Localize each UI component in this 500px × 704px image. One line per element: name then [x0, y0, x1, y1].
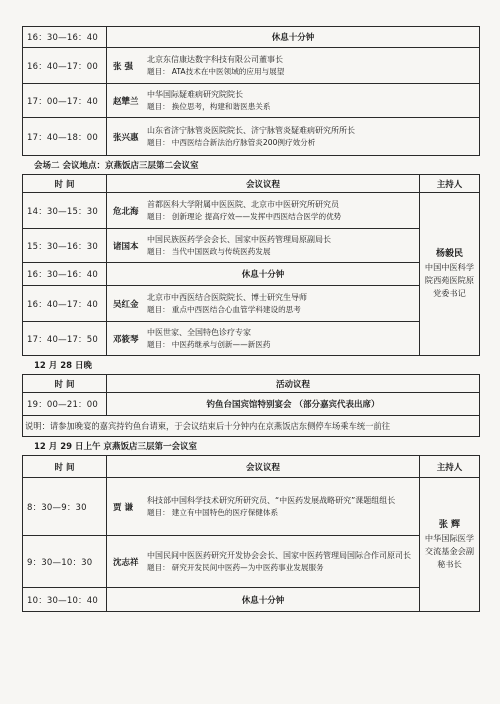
table-row [23, 322, 480, 356]
topic-label: 题目： [147, 562, 170, 572]
talk-cell [107, 48, 480, 84]
table-row [23, 588, 480, 612]
talk-topic: ATA技术在中医领域的应用与展望 [171, 66, 285, 76]
topic-label: 题目： [147, 211, 170, 221]
dinner-note: 说明：请参加晚宴的嘉宾持钓鱼台请柬，于会议结束后十分钟内在京燕饭店东侧停车场乘车统一前往 [22, 416, 480, 437]
table-row [23, 263, 480, 286]
topic-label: 题目： [147, 339, 170, 349]
talk-topic: 换位思考，构建和谐医患关系 [171, 101, 271, 111]
time-cell: 9：30—10：30 [23, 536, 107, 588]
speaker-affiliation: 首都医科大学附属中医医院、北京市中医研究所研究员 [147, 199, 339, 209]
table-row [23, 27, 480, 48]
host-cell [420, 193, 480, 356]
speaker-affiliation: 中华国际疑难病研究院院长 [147, 89, 243, 99]
time-cell: 8：30—9：30 [23, 478, 107, 536]
session-4-table [22, 455, 480, 612]
session-2-table [22, 174, 480, 356]
topic-label: 题目： [147, 507, 170, 517]
table-row [23, 193, 480, 229]
section-2-title: 会场二 会议地点：京燕饭店三层第二会议室 [34, 161, 199, 171]
topic-label: 题目： [147, 246, 170, 256]
time-cell: 16：30—16：40 [23, 263, 107, 286]
talk-topic: 创新理论 提高疗效——发挥中西医结合医学的优势 [171, 211, 342, 221]
speaker-affiliation: 中国民间中医医药研究开发协会会长、国家中医药管理局国际合作司原司长 [147, 550, 411, 560]
table-row [23, 286, 480, 322]
talk-topic: 研究开发民间中医药—为中医药事业发展服务 [171, 562, 324, 572]
table-header-row [23, 456, 480, 478]
talk-topic: 重点中西医结合心血管学科建设的思考 [171, 304, 301, 314]
time-cell: 19：00—21：00 [23, 393, 107, 416]
topic-label: 题目： [147, 101, 170, 111]
talk-cell [107, 118, 480, 156]
header-time: 时 间 [23, 375, 107, 393]
table-header-row [23, 175, 480, 193]
agenda-page [22, 26, 480, 612]
break-cell: 休息十分钟 [107, 263, 420, 286]
table-row [23, 229, 480, 263]
speaker-name: 吴红金 [113, 299, 139, 310]
host-title: 中国中医科学院西苑医院原党委书记 [424, 262, 475, 298]
speaker-name: 赵犨兰 [113, 96, 139, 107]
time-cell: 15：30—16：30 [23, 229, 107, 263]
header-time: 时 间 [23, 456, 107, 478]
break-cell: 休息十分钟 [107, 588, 420, 612]
header-agenda: 会议议程 [107, 175, 420, 193]
table-row [23, 478, 480, 536]
talk-cell [107, 478, 420, 536]
talk-cell [107, 322, 420, 356]
table-row [23, 118, 480, 156]
time-cell: 16：30—16：40 [23, 27, 107, 48]
time-cell: 17：40—18：00 [23, 118, 107, 156]
table-row [23, 48, 480, 84]
speaker-name: 邓筱琴 [113, 334, 139, 345]
table-row [23, 393, 480, 416]
talk-topic: 中西医结合新法治疗脉管炎200例疗效分析 [171, 137, 316, 147]
talk-topic: 当代中国医政与传统医药发展 [171, 246, 271, 256]
topic-label: 题目： [147, 304, 170, 314]
time-cell: 17：40—17：50 [23, 322, 107, 356]
time-cell: 10：30—10：40 [23, 588, 107, 612]
header-agenda: 会议议程 [107, 456, 420, 478]
speaker-name: 张兴惠 [113, 132, 139, 143]
session-1-table [22, 26, 480, 156]
table-row [23, 536, 480, 588]
talk-cell [107, 84, 480, 118]
talk-topic: 建立有中国特色的医疗保健体系 [171, 507, 279, 517]
host-title: 中华国际医学交流基金会副秘书长 [424, 532, 475, 569]
topic-label: 题目： [147, 137, 170, 147]
talk-cell [107, 193, 420, 229]
talk-topic: 中医药继承与创新——新医药 [171, 339, 271, 349]
host-cell [420, 478, 480, 612]
speaker-name: 贾 谦 [113, 502, 133, 513]
header-host: 主持人 [420, 456, 480, 478]
time-cell: 16：40—17：40 [23, 286, 107, 322]
time-cell: 17：00—17：40 [23, 84, 107, 118]
speaker-name: 危北海 [113, 206, 139, 217]
speaker-name: 诸国本 [113, 241, 139, 252]
speaker-name: 张 强 [113, 61, 133, 72]
header-time: 时 间 [23, 175, 107, 193]
section-3-title: 12 月 28 日晚 [34, 361, 93, 371]
talk-cell [107, 536, 420, 588]
speaker-affiliation: 中国民族医药学会会长、国家中医药管理局原副局长 [147, 234, 331, 244]
table-row [23, 84, 480, 118]
header-host: 主持人 [420, 175, 480, 193]
host-name: 杨毅民 [435, 249, 463, 259]
talk-cell [107, 286, 420, 322]
header-activity: 活动议程 [107, 375, 480, 393]
speaker-affiliation: 北京市中西医结合医院院长、博士研究生导师 [147, 292, 307, 302]
talk-cell [107, 229, 420, 263]
activity-cell: 钓鱼台国宾馆特别宴会 （部分嘉宾代表出席） [107, 393, 480, 416]
time-cell: 14：30—15：30 [23, 193, 107, 229]
session-3-table [22, 374, 480, 416]
section-4-title: 12 月 29 日上午 京燕饭店三层第一会议室 [34, 442, 197, 452]
table-header-row [23, 375, 480, 393]
speaker-affiliation: 中医世家、全国特色诊疗专家 [147, 327, 251, 337]
time-cell: 16：40—17：00 [23, 48, 107, 84]
break-cell: 休息十分钟 [107, 27, 480, 48]
speaker-name: 沈志祥 [113, 557, 139, 568]
topic-label: 题目： [147, 66, 170, 76]
speaker-affiliation: 山东省济宁脉管炎医院院长、济宁脉管炎疑难病研究所所长 [147, 125, 355, 135]
host-name: 张 辉 [438, 519, 461, 530]
speaker-affiliation: 北京东信康达数字科技有限公司董事长 [147, 54, 283, 64]
speaker-affiliation: 科技部中国科学技术研究所研究员、“中医药发展战略研究”课题组组长 [147, 495, 396, 505]
